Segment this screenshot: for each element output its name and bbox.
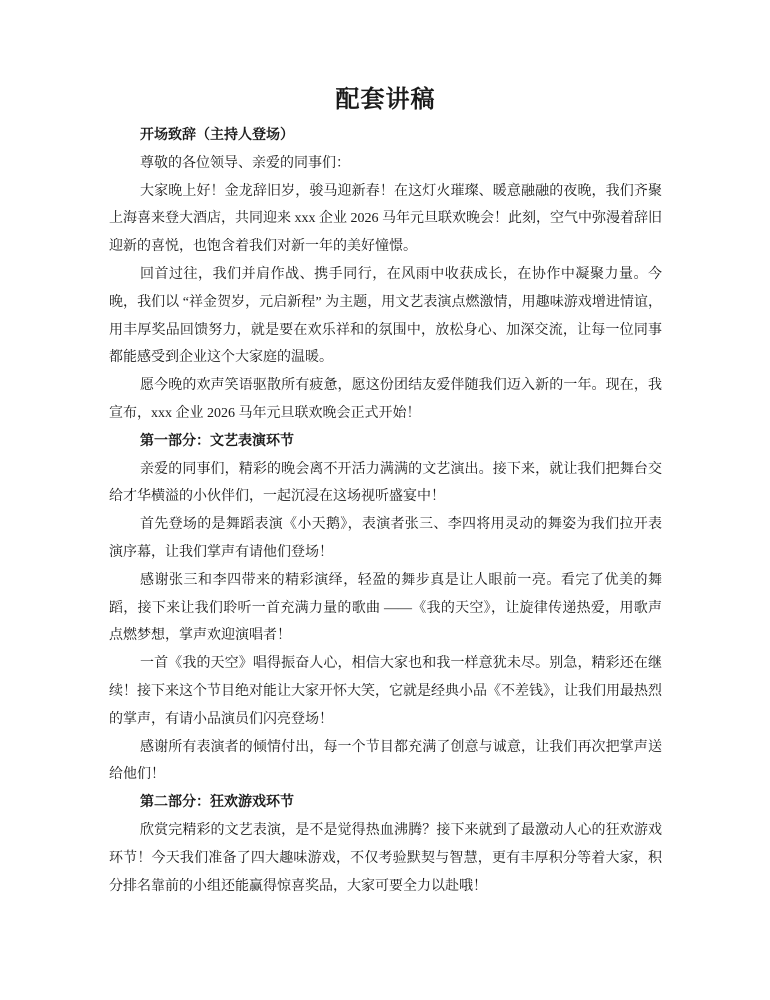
paragraph-sketch-intro: 一首《我的天空》唱得振奋人心，相信大家也和我一样意犹未尽。别急，精彩还在继续！接下来这个节目绝对能让大家开怀大笑，它就是经典小品《不差钱》，让我们用最热烈的掌声，有请小品演员们闪亮登场！	[109, 656, 662, 727]
paragraph-welcome: 大家晚上好！金龙辞旧岁，骏马迎新春！在这灯火璀璨、暖意融融的夜晚，我们齐聚上海喜来登大酒店，共同迎来 xxx 企业 2026 马年元旦联欢晚会！此刻，空气中弥漫着辞旧迎新的喜悦，也饱含着我们对新一年的美好憧憬。	[109, 183, 662, 255]
paragraph-announce-start: 愿今晚的欢声笑语驱散所有疲惫，愿这份团结友爱伴随我们迈入新的一年。现在，我宣布，xxx 企业 2026 马年元旦联欢晚会正式开始！	[109, 378, 662, 421]
paragraph-dance-intro: 首先登场的是舞蹈表演《小天鹅》，表演者张三、李四将用灵动的舞姿为我们拉开表演序幕，让我们掌声有请他们登场！	[109, 517, 662, 560]
paragraph-performers-thanks: 感谢所有表演者的倾情付出，每一个节目都充满了创意与诚意，让我们再次把掌声送给他们！	[109, 739, 662, 783]
paragraph-review-and-theme: 回首过往，我们并肩作战、携手同行，在风雨中收获成长，在协作中凝聚力量。今晚，我们以 “祥金贺岁，元启新程” 为主题，用文艺表演点燃激情，用趣味游戏增进情谊，用丰厚奖品回馈努力，就是要在欢乐祥和的氛围中，放松身心、加深交流，让每一位同事都能感受到企业这个大家庭的温暖。	[109, 266, 662, 366]
section-heading-opening: 开场致辞（主持人登场）	[140, 128, 294, 143]
paragraph-salutation: 尊敬的各位领导、亲爱的同事们：	[140, 155, 350, 171]
section-heading-part1: 第一部分：文艺表演环节	[140, 433, 294, 449]
paragraph-part1-intro: 亲爱的同事们，精彩的晚会离不开活力满满的文艺演出。接下来，就让我们把舞台交给才华横溢的小伙伴们，一起沉浸在这场视听盛宴中！	[109, 461, 662, 505]
document-title: 配套讲稿	[335, 87, 436, 113]
paragraph-games-intro: 欣赏完精彩的文艺表演，是不是觉得热血沸腾？接下来就到了最激动人心的狂欢游戏环节！今天我们准备了四大趣味游戏，不仅考验默契与智慧，更有丰厚积分等着大家，积分排名靠前的小组还能赢得惊喜奖品，大家可要全力以赴哦！	[109, 822, 662, 894]
paragraph-song-intro: 感谢张三和李四带来的精彩演绎，轻盈的舞步真是让人眼前一亮。看完了优美的舞蹈，接下来让我们聆听一首充满力量的歌曲 ——《我的天空》，让旋律传递热爱，用歌声点燃梦想，掌声欢迎演唱者！	[109, 572, 662, 644]
section-heading-part2: 第二部分：狂欢游戏环节	[140, 795, 294, 811]
